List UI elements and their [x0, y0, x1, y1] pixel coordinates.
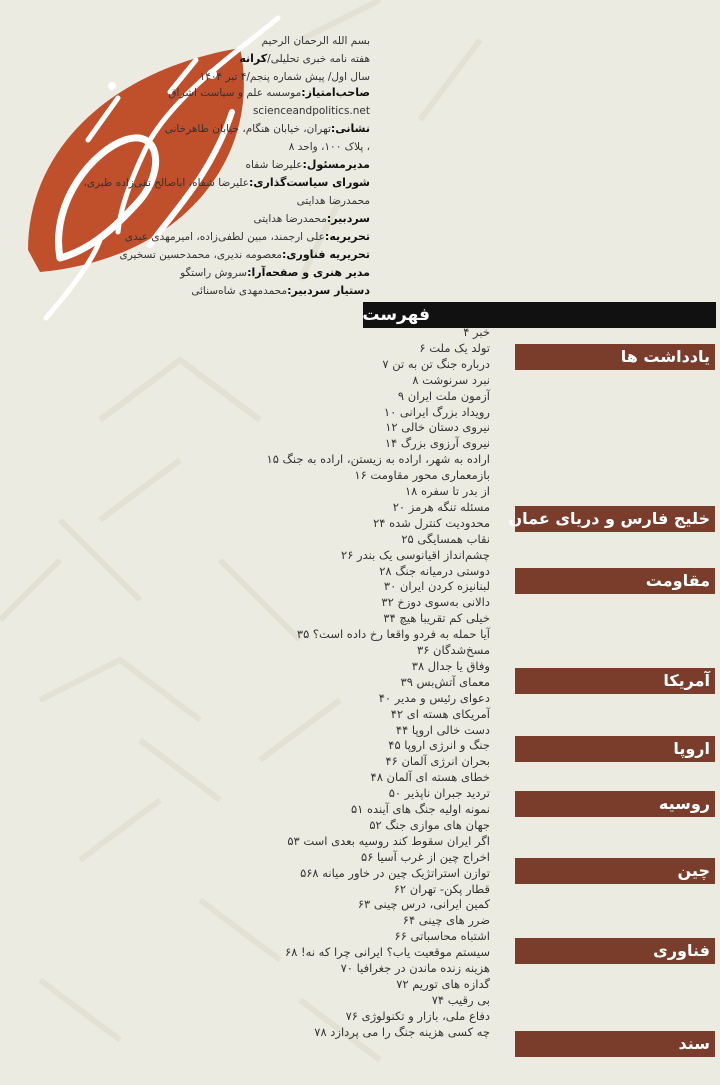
- toc-title: فهرست: [362, 305, 430, 325]
- toc-item[interactable]: سیستم موقعیت یاب؟ ایرانی چرا که نه! ۶۸: [285, 945, 490, 960]
- toc-item[interactable]: اخراج چین از غرب آسیا ۵۶: [361, 849, 490, 864]
- section-label: چین: [515, 858, 715, 884]
- toc-item[interactable]: دعوای رئیس و مدیر ۴۰: [378, 690, 490, 705]
- owner-line: صاحب‌امتیاز:موسسه علم و سیاست اشراق: [168, 86, 370, 99]
- toc-item[interactable]: کمین ایرانی، درس چینی ۶۳: [357, 897, 490, 912]
- council-line: شورای سیاست‌گذاری:علیرضا شفاه، اباصالح تقی‌زاده طبری،: [83, 176, 370, 189]
- art-line: مدیر هنری و صفحه‌آرا:سروش راستگو: [180, 266, 370, 279]
- toc-item[interactable]: اراده به شهر، اراده به زیستن، اراده به جنگ ۱۵: [266, 452, 490, 467]
- toc-item[interactable]: دوستی درمیانه جنگ ۲۸: [379, 563, 490, 578]
- toc-item[interactable]: دالانی به‌سوی دوزخ ۳۲: [381, 595, 490, 610]
- toc-item[interactable]: مسخ‌شدگان ۳۶: [417, 643, 490, 657]
- toc-item[interactable]: محدودیت کنترل شده ۲۴: [373, 515, 490, 530]
- toc-item[interactable]: دفاع ملی، بازار و تکنولوژی ۷۶: [345, 1008, 490, 1023]
- toc-item[interactable]: بی رقیب ۷۴: [431, 992, 490, 1007]
- toc-item[interactable]: چشم‌انداز اقیانوسی یک بندر ۲۶: [341, 547, 490, 562]
- toc-item[interactable]: قطار پکن- تهران ۶۲: [393, 881, 490, 896]
- toc-item[interactable]: آمریکای هسته ای ۴۲: [390, 706, 490, 721]
- manager-line: مدیرمسئول:علیرضا شفاه: [245, 158, 370, 171]
- publication-subtitle: هفته نامه خبری تحلیلی/کرانه: [239, 52, 370, 65]
- issue-info: سال اول/ پیش شماره پنجم/۴ تیر ۱۴۰۴: [199, 71, 370, 83]
- section-label: سند: [515, 1031, 715, 1057]
- toc-item[interactable]: توازن استراتژیک چین در خاور میانه ۵۶۸: [300, 865, 490, 880]
- toc-item[interactable]: اگر ایران سقوط کند روسیه بعدی است ۵۳: [287, 833, 490, 848]
- council-line-2: محمدرضا هدایتی: [296, 195, 370, 207]
- toc-item[interactable]: تولد یک ملت ۶: [419, 340, 490, 355]
- toc-item[interactable]: هزینه زنده ماندن در جغرافیا ۷۰: [340, 961, 490, 975]
- publication-name: کرانه: [239, 52, 268, 65]
- toc-item[interactable]: جهان های موازی جنگ ۵۲: [369, 817, 490, 832]
- toc-item[interactable]: نیروی آرزوی بزرگ ۱۴: [384, 436, 490, 451]
- toc-item[interactable]: ضرر های چینی ۶۴: [402, 913, 490, 928]
- toc-item[interactable]: رویداد بزرگ ایرانی ۱۰: [383, 404, 490, 419]
- section-label: یادداشت ها: [515, 344, 715, 370]
- toc-item[interactable]: مسئله تنگه هرمز ۲۰: [392, 499, 490, 514]
- toc-item[interactable]: تردید جبران ناپذیر ۵۰: [388, 786, 490, 801]
- toc-item[interactable]: خبر ۴: [463, 325, 490, 339]
- toc-item[interactable]: خطای هسته ای آلمان ۴۸: [370, 770, 490, 785]
- toc-item[interactable]: جنگ و انرژی اروپا ۴۵: [388, 738, 490, 753]
- section-label: آمریکا: [515, 668, 715, 694]
- toc-item[interactable]: دست خالی اروپا ۴۴: [395, 722, 490, 737]
- toc-item[interactable]: از بدر تا سفره ۱۸: [404, 484, 490, 498]
- toc-item[interactable]: چه کسی هزینه جنگ را می پردازد ۷۸: [314, 1024, 490, 1039]
- toc-item[interactable]: وفاق یا جدال ۳۸: [411, 658, 490, 673]
- assistant-line: دستیار سردبیر:محمدمهدی شاه‌سنائی: [191, 284, 370, 297]
- toc-item[interactable]: نقاب همسایگی ۲۵: [401, 531, 490, 546]
- bismillah: بسم الله الرحمان الرحیم: [261, 35, 370, 47]
- toc-item[interactable]: آزمون ملت ایران ۹: [397, 388, 490, 403]
- toc-item[interactable]: اشتباه محاسباتی ۶۶: [394, 929, 490, 944]
- address-line: نشانی:تهران، خیابان هنگام، خیابان طاهرخانی: [164, 122, 370, 135]
- toc-item[interactable]: درباره جنگ تن به تن ۷: [382, 356, 490, 371]
- section-label: اروپا: [515, 736, 715, 762]
- tech-line: تحریریه فناوری:معصومه ندیری، محمدحسین تسخیری: [119, 248, 370, 261]
- toc-item[interactable]: نیروی دستان خالی ۱۲: [385, 420, 490, 435]
- website: scienceandpolitics.net: [252, 105, 370, 117]
- toc-item[interactable]: بحران انرژی آلمان ۴۶: [385, 754, 490, 769]
- toc-item[interactable]: نمونه اولیه جنگ های آینده ۵۱: [350, 802, 490, 816]
- board-line: تحریریه:علی ارجمند، مبین لطفی‌زاده، امیرمهدی عبدی: [124, 230, 370, 243]
- toc-item[interactable]: آیا حمله به فردو واقعا رخ داده است؟ ۳۵: [296, 627, 490, 642]
- toc-item[interactable]: لبنانیزه کردن ایران ۳۰: [383, 579, 490, 594]
- address-line-2: ، پلاک ۱۰۰، واحد ۸: [288, 141, 370, 153]
- section-label: فناوری: [515, 938, 715, 964]
- toc-item[interactable]: خیلی کم تقریبا هیچ ۳۴: [383, 611, 490, 626]
- section-label: خلیج فارس و دریای عمان: [515, 506, 715, 532]
- toc-item[interactable]: گدازه های توریم ۷۲: [396, 976, 490, 991]
- section-label: روسیه: [515, 791, 715, 817]
- toc-item[interactable]: نبرد سرنوشت ۸: [412, 372, 490, 387]
- editor-line: سردبیر:محمدرضا هدایتی: [253, 212, 370, 225]
- section-label: مقاومت: [515, 568, 715, 594]
- toc-item[interactable]: معمای آتش‌بس ۳۹: [400, 674, 490, 689]
- toc-item[interactable]: بازمعماری محور مقاومت ۱۶: [354, 468, 490, 483]
